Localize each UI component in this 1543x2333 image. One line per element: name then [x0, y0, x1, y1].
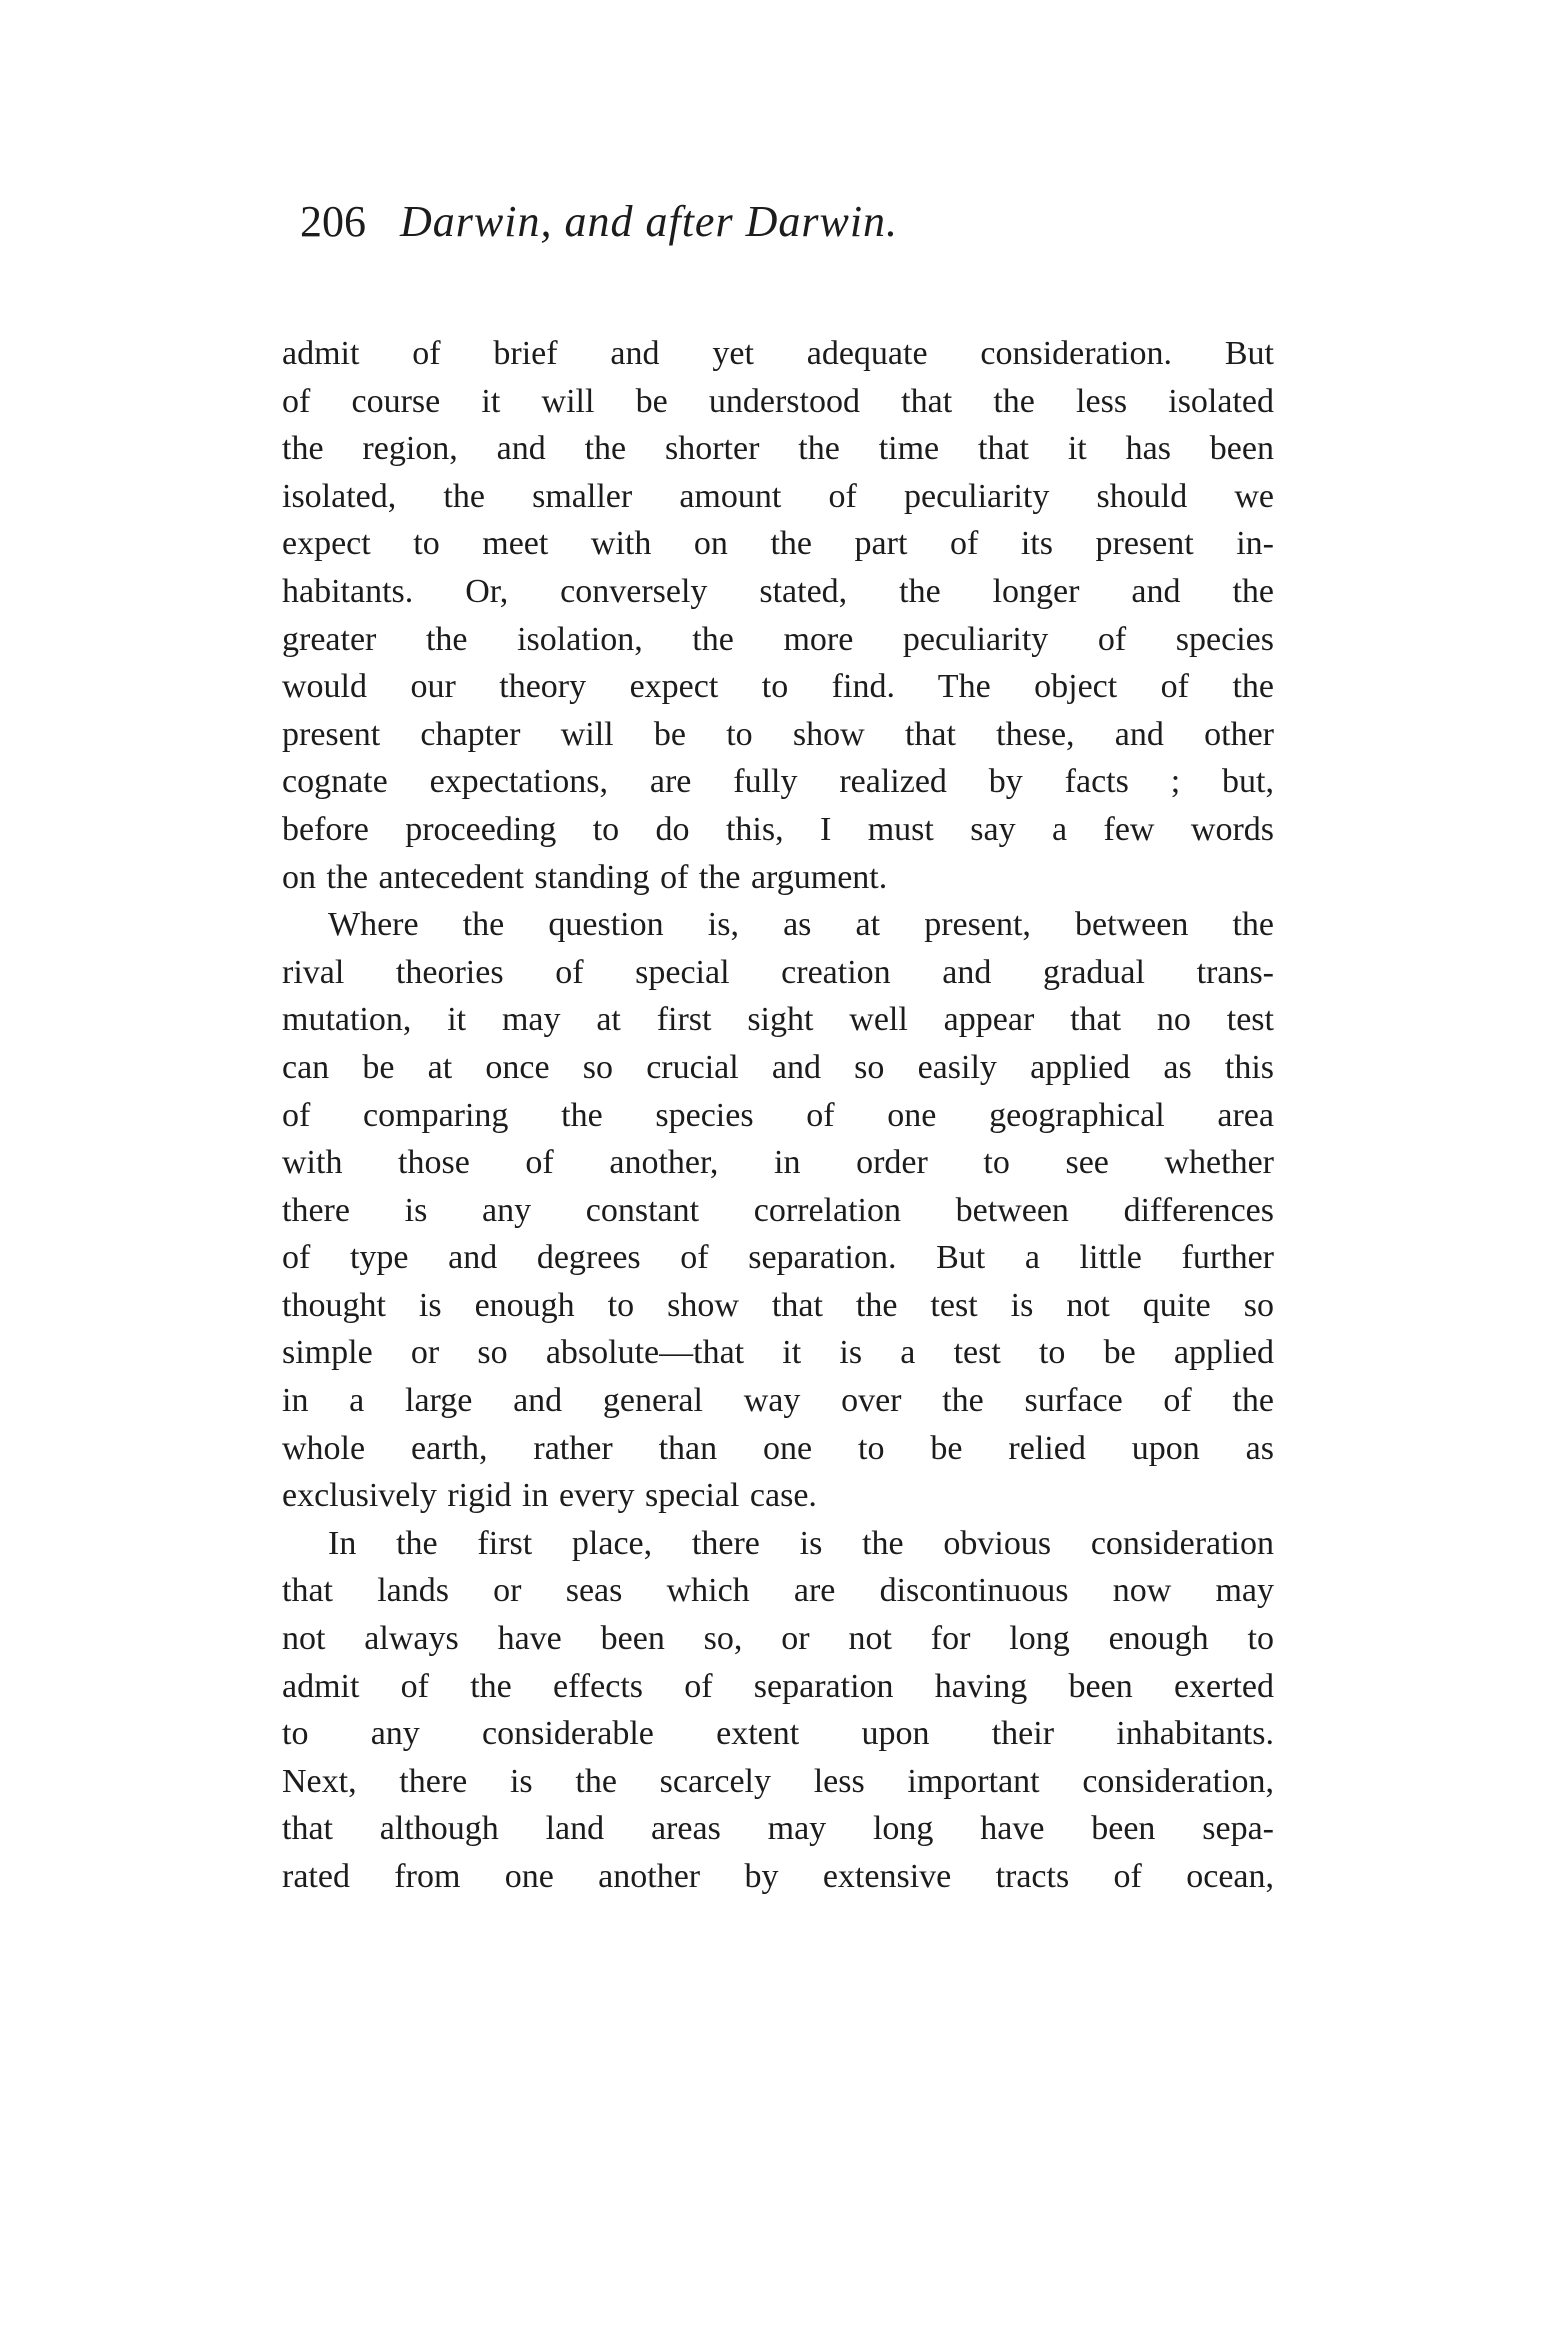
paragraph — [282, 330, 1274, 901]
text-line: of course it will be understood that the less isolated — [282, 382, 1274, 420]
paragraph — [282, 901, 1274, 1520]
text-line: present chapter will be to show that these, and other — [282, 715, 1274, 753]
text-line: thought is enough to show that the test is not quite so — [282, 1286, 1274, 1324]
paragraph — [282, 1520, 1274, 1901]
text-line: the region, and the shorter the time that it has been — [282, 430, 1274, 468]
text-line: Next, there is the scarcely less important consideration, — [282, 1762, 1274, 1800]
text-line: exclusively rigid in every special case. — [282, 1477, 817, 1515]
text-line: whole earth, rather than one to be relied upon as — [282, 1429, 1274, 1467]
text-line: not always have been so, or not for long enough to — [282, 1620, 1274, 1658]
text-line: In the first place, there is the obvious consideration — [328, 1524, 1274, 1562]
text-line: rated from one another by extensive tracts of ocean, — [282, 1858, 1274, 1895]
text-line: habitants. Or, conversely stated, the longer and the — [282, 572, 1274, 610]
body-text — [282, 330, 1274, 1901]
text-line: on the antecedent standing of the argument. — [282, 858, 888, 896]
text-line: simple or so absolute—that it is a test to be applied — [282, 1334, 1274, 1372]
text-line: cognate expectations, are fully realized by facts ; but, — [282, 763, 1274, 801]
text-line: in a large and general way over the surface of the — [282, 1382, 1274, 1420]
text-line: isolated, the smaller amount of peculiarity should we — [282, 477, 1274, 515]
text-line: admit of brief and yet adequate consideration. But — [282, 335, 1274, 372]
text-line: mutation, it may at first sight well appear that no test — [282, 1001, 1274, 1039]
text-line: before proceeding to do this, I must say a few words — [282, 810, 1274, 848]
text-line: to any considerable extent upon their inhabitants. — [282, 1715, 1274, 1753]
page-number: 206 — [300, 197, 366, 246]
text-line: that lands or seas which are discontinuous now may — [282, 1572, 1274, 1610]
text-line: expect to meet with on the part of its present in- — [282, 525, 1274, 563]
text-line: Where the question is, as at present, between the — [328, 906, 1274, 944]
text-line: would our theory expect to find. The object of the — [282, 668, 1274, 706]
text-line: rival theories of special creation and gradual trans- — [282, 953, 1274, 991]
text-line: with those of another, in order to see whether — [282, 1144, 1274, 1182]
text-line: that although land areas may long have been sepa- — [282, 1810, 1274, 1848]
text-line: admit of the effects of separation having been exerted — [282, 1667, 1274, 1705]
text-line: there is any constant correlation between differences — [282, 1191, 1274, 1229]
text-line: of comparing the species of one geographical area — [282, 1096, 1274, 1134]
page-header — [300, 196, 1300, 256]
text-line: of type and degrees of separation. But a little further — [282, 1239, 1274, 1277]
text-line: can be at once so crucial and so easily applied as this — [282, 1048, 1274, 1086]
running-title: Darwin, and after Darwin. — [400, 197, 899, 246]
text-line: greater the isolation, the more peculiarity of species — [282, 620, 1274, 658]
